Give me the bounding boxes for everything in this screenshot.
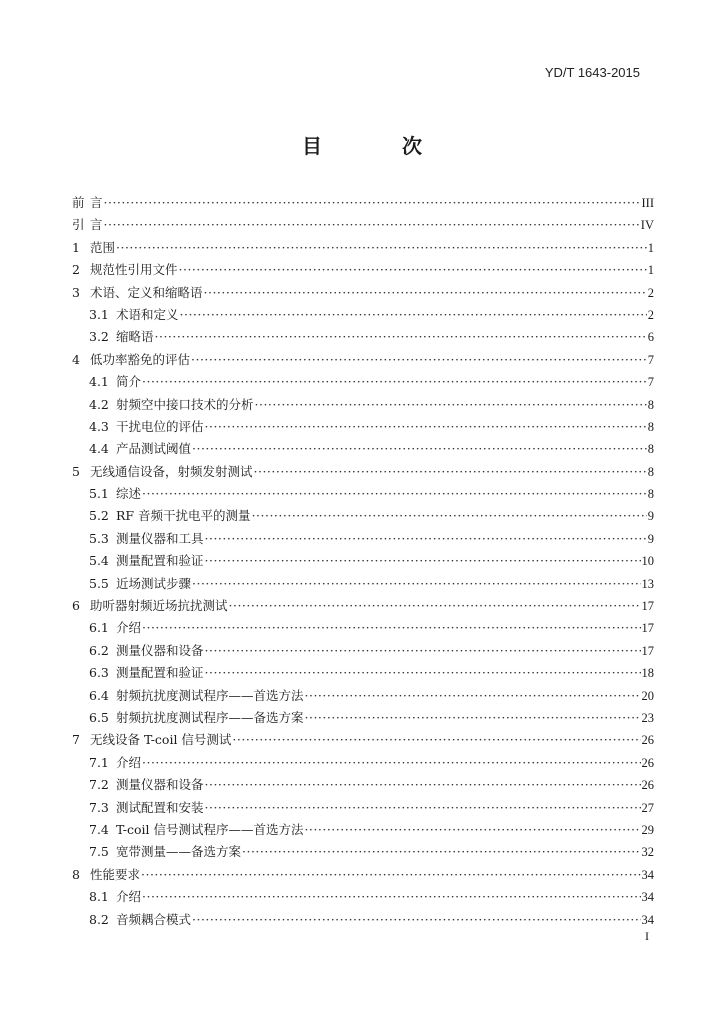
toc-entry[interactable]	[72, 640, 654, 662]
toc-leader-dots	[305, 707, 641, 729]
toc-entry-number: 5	[72, 463, 80, 479]
toc-entry-number: 6.1	[89, 620, 109, 636]
toc-leader-dots	[232, 729, 640, 751]
toc-entry[interactable]	[72, 729, 654, 751]
toc-leader-dots	[205, 662, 641, 684]
toc-entry[interactable]	[72, 483, 654, 505]
toc-title: 目 次	[302, 134, 452, 158]
toc-entry[interactable]	[72, 461, 654, 483]
toc-entry-label: 无线设备 T-coil 信号测试	[90, 732, 232, 748]
toc-entry-label: 测量配置和验证	[116, 665, 204, 681]
toc-entry-number: 引	[72, 217, 85, 233]
toc-entry[interactable]	[72, 304, 654, 326]
toc-entry[interactable]	[72, 282, 654, 304]
toc-entry[interactable]	[72, 617, 654, 639]
toc-entry[interactable]	[72, 864, 654, 886]
toc-entry-number: 6.5	[89, 709, 109, 725]
toc-leader-dots	[304, 819, 640, 841]
toc-entry-number: 4.1	[89, 374, 109, 390]
toc-entry[interactable]	[72, 192, 654, 214]
toc-entry-page: 8	[647, 419, 654, 434]
toc-entry[interactable]	[72, 685, 654, 707]
toc-entry-label: 射频空中接口技术的分析	[116, 396, 254, 412]
toc-entry[interactable]	[72, 505, 654, 527]
toc-entry-page: 8	[647, 487, 654, 502]
toc-entry-label: 缩略语	[116, 329, 154, 345]
toc-leader-dots	[205, 550, 641, 572]
toc-entry-label: 简介	[116, 374, 142, 390]
toc-leader-dots	[192, 438, 647, 460]
toc-entry[interactable]	[72, 237, 654, 259]
toc-entry-page: 2	[647, 307, 654, 322]
toc-entry[interactable]	[72, 595, 654, 617]
toc-entry-number: 6.2	[89, 642, 109, 658]
toc-entry-number: 8.1	[89, 889, 109, 905]
toc-entry-label: 言	[90, 195, 103, 210]
toc-entry-label: 介绍	[116, 889, 142, 905]
toc-entry-page: 26	[641, 755, 654, 770]
toc-entry[interactable]	[72, 528, 654, 550]
toc-leader-dots	[104, 214, 640, 236]
toc-entry[interactable]	[72, 371, 654, 393]
toc-entry-page: 29	[641, 822, 654, 837]
toc-entry-page: 1	[647, 263, 654, 278]
toc-entry-page: 18	[641, 666, 654, 681]
toc-leader-dots	[142, 371, 647, 393]
toc-entry-page: 17	[641, 621, 654, 636]
toc-entry-label: 综述	[116, 486, 142, 502]
toc-entry-number: 6	[72, 598, 80, 614]
toc-entry-number: 4	[72, 351, 80, 367]
toc-entry-number: 5.2	[89, 508, 109, 524]
standard-code: YD/T 1643-2015	[544, 65, 640, 80]
toc-entry[interactable]	[72, 326, 654, 348]
toc-leader-dots	[141, 864, 640, 886]
toc-entry-page: 7	[647, 375, 654, 390]
toc-entry[interactable]	[72, 707, 654, 729]
toc-entry-label: 介绍	[116, 620, 142, 636]
toc-entry[interactable]	[72, 797, 654, 819]
toc-leader-dots	[205, 416, 647, 438]
toc-entry-number: 5.4	[89, 553, 109, 569]
toc-entry-number: 2	[72, 262, 80, 278]
toc-entry-page: 17	[641, 599, 654, 614]
toc-entry-page: 34	[641, 912, 654, 927]
toc-leader-dots	[179, 259, 647, 281]
toc-entry-label: 范围	[90, 239, 116, 255]
toc-leader-dots	[242, 841, 640, 863]
toc-entry-page: 1	[647, 240, 654, 255]
toc-entry-page: 8	[647, 464, 654, 479]
toc-leader-dots	[205, 774, 641, 796]
toc-entry-label: 性能要求	[90, 866, 141, 882]
toc-leader-dots	[192, 909, 640, 931]
toc-entry-number: 1	[72, 239, 80, 255]
toc-entry[interactable]	[72, 550, 654, 572]
toc-entry[interactable]	[72, 349, 654, 371]
toc-entry-page: 26	[641, 733, 654, 748]
toc-entry-number: 4.3	[89, 418, 109, 434]
toc-entry-number: 3.1	[89, 306, 109, 322]
toc-entry-number: 6.4	[89, 687, 109, 703]
toc-entry-number: 4.2	[89, 396, 109, 412]
toc-entry-number: 3	[72, 284, 80, 300]
toc-entry[interactable]	[72, 752, 654, 774]
toc-entry[interactable]	[72, 909, 654, 931]
toc-entry-label: 产品测试阈值	[116, 441, 192, 457]
toc-leader-dots	[205, 528, 647, 550]
toc-entry-number: 8	[72, 866, 80, 882]
toc-entry-page: 10	[641, 554, 654, 569]
toc-entry-page: 7	[647, 352, 654, 367]
toc-entry-page: 9	[647, 531, 654, 546]
toc-entry-label: 测量仪器和设备	[116, 777, 204, 793]
toc-entry-number: 7.5	[89, 844, 109, 860]
toc-leader-dots	[142, 617, 640, 639]
toc-leader-dots	[191, 349, 647, 371]
toc-entry-label: 宽带测量——备选方案	[116, 844, 242, 860]
toc-leader-dots	[229, 595, 641, 617]
toc-entry[interactable]	[72, 819, 654, 841]
toc-entry-page: 8	[647, 397, 654, 412]
toc-entry-label: RF 音频干扰电平的测量	[116, 508, 251, 524]
toc-entry-page: 13	[641, 576, 654, 591]
toc-entry-number: 8.2	[89, 911, 109, 927]
toc-entry-page: 17	[641, 643, 654, 658]
toc-entry-page: IV	[640, 218, 654, 233]
toc-entry-number: 7.3	[89, 799, 109, 815]
toc-entry-label: 干扰电位的评估	[116, 418, 204, 434]
toc-entry-number: 7	[72, 732, 80, 748]
toc-entry[interactable]	[72, 841, 654, 863]
toc-leader-dots	[104, 192, 641, 214]
toc-entry-label: 低功率豁免的评估	[90, 351, 191, 367]
toc-entry-page: 23	[641, 710, 654, 725]
toc-entry-page: 32	[641, 845, 654, 860]
toc-entry[interactable]	[72, 662, 654, 684]
toc-entry-page: 9	[647, 509, 654, 524]
toc-leader-dots	[305, 685, 641, 707]
toc-entry-label: 射频抗扰度测试程序——备选方案	[116, 709, 304, 725]
toc-leader-dots	[116, 237, 647, 259]
toc-entry-number: 4.4	[89, 441, 109, 457]
toc-leader-dots	[142, 752, 640, 774]
toc-entry-label: 音频耦合模式	[116, 911, 192, 927]
toc-entry-label: T-coil 信号测试程序——首选方法	[116, 821, 304, 837]
toc-leader-dots	[155, 326, 647, 348]
toc-entry-number: 7.1	[89, 754, 109, 770]
toc-entry-label: 测试配置和安装	[116, 799, 204, 815]
toc-entry-page: 20	[641, 688, 654, 703]
toc-entry-page: 6	[647, 330, 654, 345]
toc-entry-label: 无线通信设备，射频发射测试	[90, 463, 253, 479]
toc-entry[interactable]	[72, 259, 654, 281]
toc-leader-dots	[180, 304, 647, 326]
toc-leader-dots	[254, 461, 647, 483]
toc-leader-dots	[142, 483, 647, 505]
toc-entry[interactable]	[72, 214, 654, 236]
toc-entry[interactable]	[72, 416, 654, 438]
toc-entry-number: 6.3	[89, 665, 109, 681]
toc-entry-page: 34	[641, 890, 654, 905]
toc-entry-page: 2	[647, 285, 654, 300]
toc-entry-page: 27	[641, 800, 654, 815]
toc-entry-number: 3.2	[89, 329, 109, 345]
table-of-contents	[72, 192, 654, 931]
toc-entry-label: 测量仪器和设备	[116, 642, 204, 658]
toc-entry-number: 7.2	[89, 777, 109, 793]
toc-entry-number: 前	[72, 195, 85, 210]
toc-leader-dots	[142, 886, 640, 908]
toc-entry-label: 言	[90, 217, 103, 233]
toc-entry-page: 8	[647, 442, 654, 457]
toc-entry-label: 近场测试步骤	[116, 575, 192, 591]
toc-leader-dots	[255, 394, 647, 416]
toc-leader-dots	[205, 640, 641, 662]
toc-entry-page: III	[641, 196, 654, 210]
toc-entry-number: 5.5	[89, 575, 109, 591]
toc-entry[interactable]	[72, 573, 654, 595]
toc-entry[interactable]	[72, 774, 654, 796]
toc-entry-label: 测量配置和验证	[116, 553, 204, 569]
toc-entry-label: 术语和定义	[116, 306, 179, 322]
toc-entry-number: 7.4	[89, 821, 109, 837]
toc-leader-dots	[252, 505, 647, 527]
toc-entry-label: 规范性引用文件	[90, 262, 178, 278]
toc-entry-label: 介绍	[116, 754, 142, 770]
toc-entry-page: 26	[641, 778, 654, 793]
toc-leader-dots	[204, 282, 647, 304]
toc-entry[interactable]	[72, 438, 654, 460]
toc-entry-number: 5.3	[89, 530, 109, 546]
toc-entry-page: 34	[641, 867, 654, 882]
toc-entry[interactable]	[72, 886, 654, 908]
toc-leader-dots	[205, 797, 641, 819]
toc-leader-dots	[192, 573, 640, 595]
toc-entry-label: 射频抗扰度测试程序——首选方法	[116, 687, 304, 703]
toc-entry[interactable]	[72, 394, 654, 416]
toc-entry-label: 助听器射频近场抗扰测试	[90, 598, 228, 614]
toc-entry-label: 术语、定义和缩略语	[90, 284, 203, 300]
toc-entry-number: 5.1	[89, 486, 109, 502]
page-number: I	[645, 929, 649, 943]
toc-entry-label: 测量仪器和工具	[116, 530, 204, 546]
